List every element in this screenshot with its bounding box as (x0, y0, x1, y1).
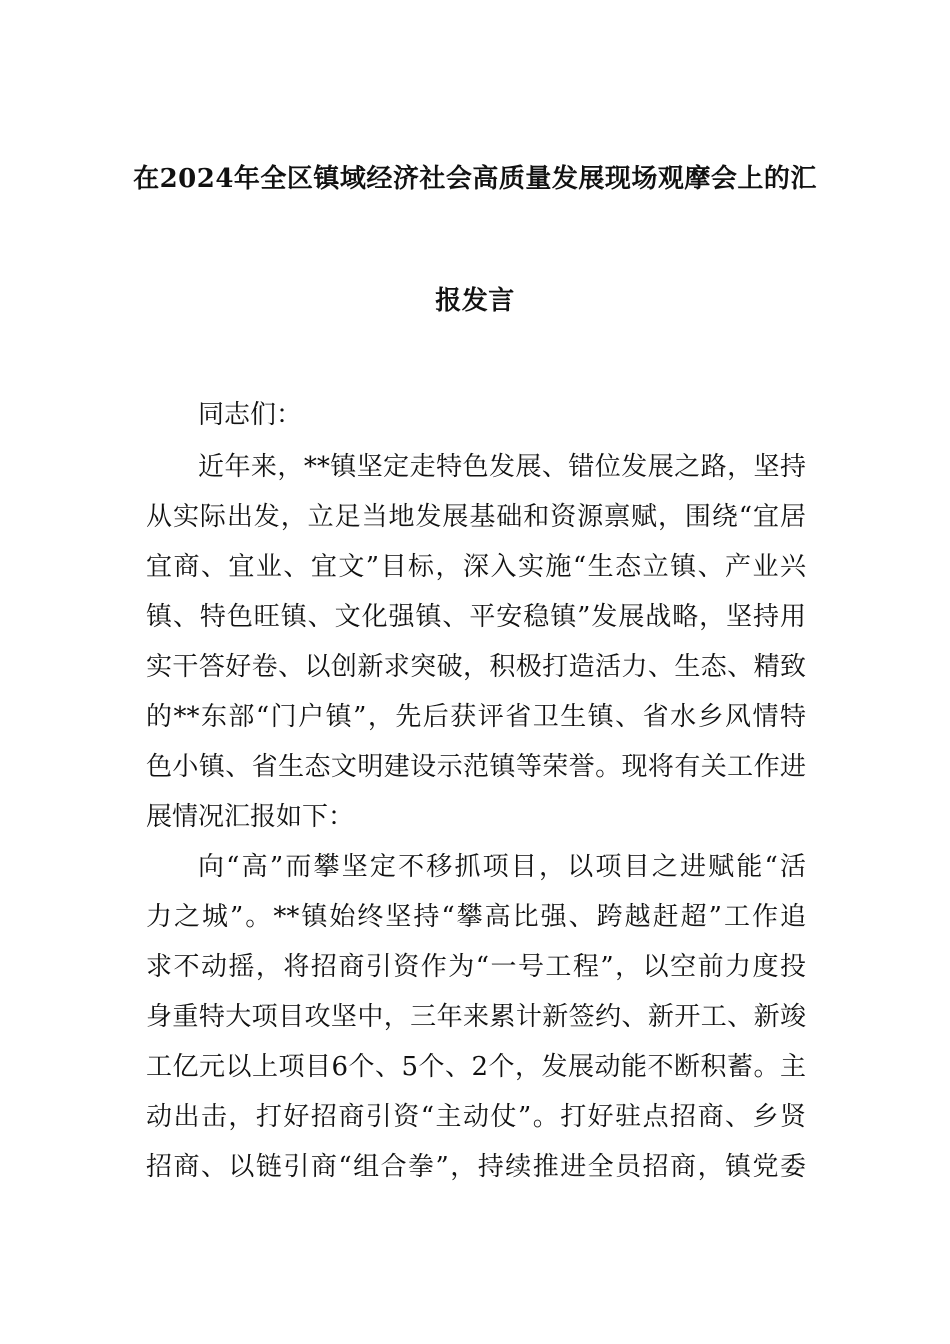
paragraph-2-line-3: 求不动摇，将招商引资作为“一号工程”，以空前力度投 (146, 952, 806, 982)
paragraph-1-line-5: 实干答好卷、以创新求突破，积极打造活力、生态、精致 (146, 652, 806, 682)
paragraph-1-line-4: 镇、特色旺镇、文化强镇、平安稳镇”发展战略，坚持用 (146, 602, 806, 632)
paragraph-1-line-1: 近年来，**镇坚定走特色发展、错位发展之路，坚持 (198, 452, 806, 482)
paragraph-1-line-8: 展情况汇报如下： (146, 802, 355, 832)
paragraph-2-line-5: 工亿元以上项目6个、5个、2个，发展动能不断积蓄。主 (146, 1052, 806, 1082)
paragraph-1-line-7: 色小镇、省生态文明建设示范镇等荣誉。现将有关工作进 (146, 752, 806, 782)
salutation: 同志们： (198, 400, 303, 430)
paragraph-2-line-7: 招商、以链引商“组合拳”，持续推进全员招商，镇党委 (146, 1152, 806, 1182)
paragraph-1-line-6: 的**东部“门户镇”，先后获评省卫生镇、省水乡风情特 (146, 702, 806, 732)
paragraph-2-line-4: 身重特大项目攻坚中，三年来累计新签约、新开工、新竣 (146, 1002, 806, 1032)
document-title-line-2: 报发言 (435, 286, 515, 316)
paragraph-1-line-3: 宜商、宜业、宜文”目标，深入实施“生态立镇、产业兴 (146, 552, 806, 582)
document-title-line-1: 在2024年全区镇域经济社会高质量发展现场观摩会上的汇 (133, 164, 817, 194)
paragraph-2-line-1: 向“高”而攀坚定不移抓项目，以项目之进赋能“活 (198, 852, 806, 882)
paragraph-2-line-2: 力之城”。**镇始终坚持“攀高比强、跨越赶超”工作追 (146, 902, 806, 932)
paragraph-1-line-2: 从实际出发，立足当地发展基础和资源禀赋，围绕“宜居 (146, 502, 806, 532)
paragraph-2-line-6: 动出击，打好招商引资“主动仗”。打好驻点招商、乡贤 (146, 1102, 806, 1132)
